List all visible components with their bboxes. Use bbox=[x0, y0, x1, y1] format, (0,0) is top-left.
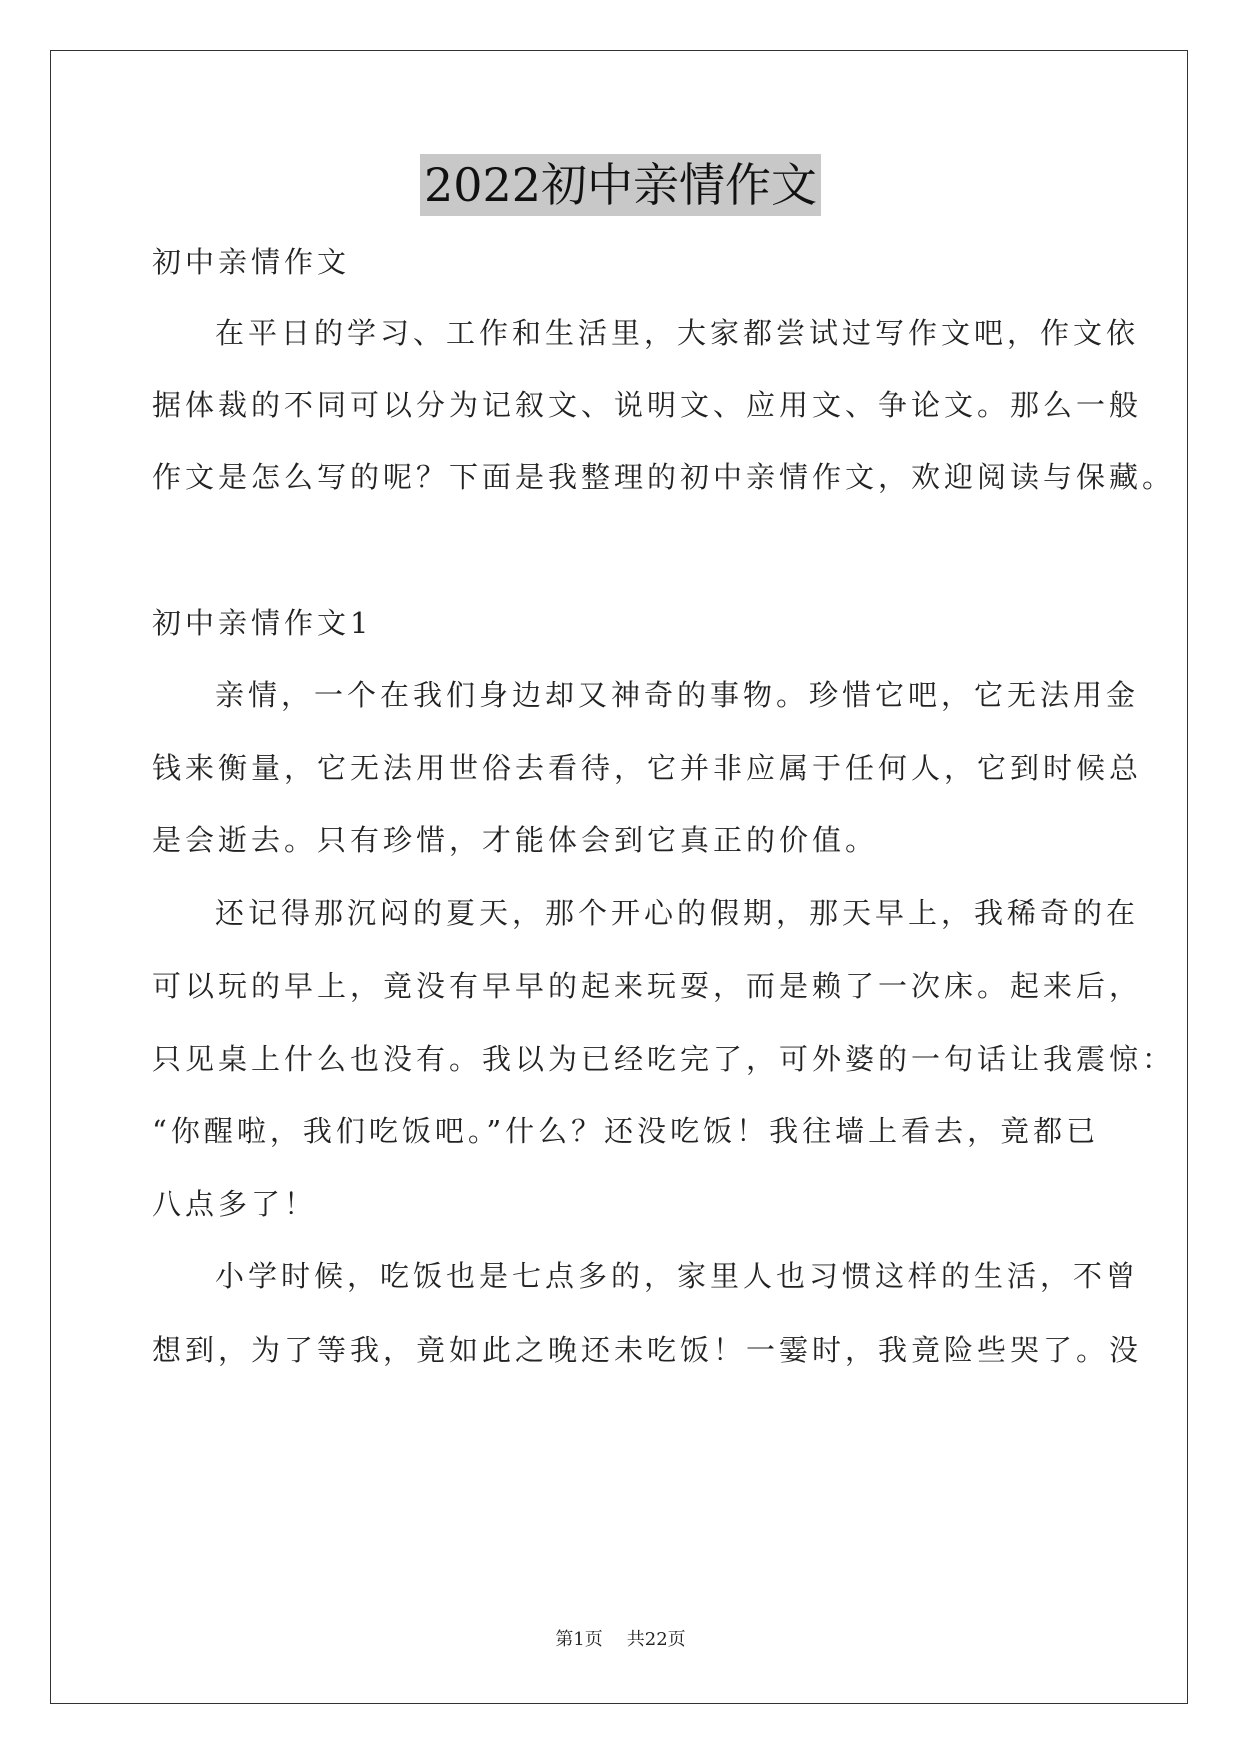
paragraph-line: 亲情，一个在我们身边却又神奇的事物。珍惜它吧，它无法用金 bbox=[215, 678, 1140, 712]
paragraph-line: 钱来衡量，它无法用世俗去看待，它并非应属于任何人，它到时候总 bbox=[152, 751, 1143, 785]
paragraph-line: 作文是怎么写的呢？下面是我整理的初中亲情作文，欢迎阅读与保藏。 bbox=[152, 460, 1176, 494]
page-footer bbox=[0, 1628, 1241, 1652]
section-heading: 初中亲情作文1 bbox=[152, 606, 373, 640]
paragraph-line: 还记得那沉闷的夏天，那个开心的假期，那天早上，我稀奇的在 bbox=[215, 896, 1140, 930]
page-number: 第1页 bbox=[555, 1629, 603, 1650]
paragraph-line: 小学时候，吃饭也是七点多的，家里人也习惯这样的生活，不曾 bbox=[215, 1259, 1140, 1293]
paragraph-line: 是会逝去。只有珍惜，才能体会到它真正的价值。 bbox=[152, 823, 879, 857]
paragraph-line: 在平日的学习、工作和生活里，大家都尝试过写作文吧，作文依 bbox=[215, 316, 1140, 350]
page-border bbox=[50, 50, 1188, 1704]
paragraph-line: “你醒啦，我们吃饭吧。”什么？还没吃饭！我往墙上看去，竟都已 bbox=[152, 1114, 1100, 1148]
paragraph-line: 八点多了！ bbox=[152, 1187, 318, 1221]
paragraph-line: 只见桌上什么也没有。我以为已经吃完了，可外婆的一句话让我震惊： bbox=[152, 1042, 1176, 1076]
section-heading: 初中亲情作文 bbox=[152, 245, 351, 279]
document-title: 2022初中亲情作文 bbox=[420, 154, 821, 216]
paragraph-line: 可以玩的早上，竟没有早早的起来玩耍，而是赖了一次床。起来后， bbox=[152, 969, 1143, 1003]
paragraph-line: 想到，为了等我，竟如此之晚还未吃饭！一霎时，我竟险些哭了。没 bbox=[152, 1333, 1143, 1367]
paragraph-line: 据体裁的不同可以分为记叙文、说明文、应用文、争论文。那么一般 bbox=[152, 388, 1143, 422]
title-container bbox=[0, 154, 1241, 216]
page-total: 共22页 bbox=[626, 1629, 686, 1650]
